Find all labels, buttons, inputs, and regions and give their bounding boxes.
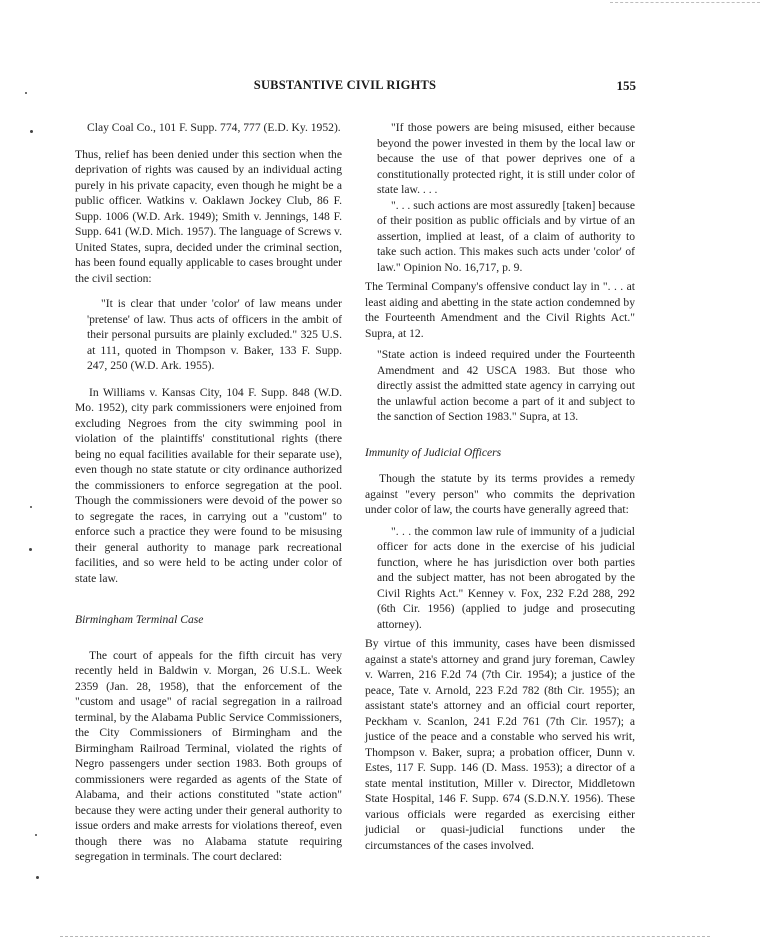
block-quote-color-of-law: "It is clear that under 'color' of law means under 'pretense' of law. Thus acts of officers in the ambit of their personal pursuits are plainly excluded." 325 U.S. at 111, quoted in Thompson v. Baker, 133 F. Supp. 247, 250 (W.D. Ark. 1955). xyxy=(87,297,342,372)
paragraph-terminal-company: The Terminal Company's offensive conduct lay in ". . . at least aiding and abetting in the state action condemned by the Fourteenth Amendment and the Civil Rights Act." Supra, at 12. xyxy=(365,280,635,340)
paragraph-williams-case: In Williams v. Kansas City, 104 F. Supp. 848 (W.D. Mo. 1952), city park commissioners were enjoined from excluding Negroes from the city swimming pool in violation of the plaintiffs' constitutional rights (there being no equal facilities available for their separate use), even though no state statute or city ordinance authorized the commissioners to enforce segregation at the pool. Though the commissioners were devoid of the power so to segregate the races, in carrying out a "custom" to enforce such a practice they were found to be misusing their general authority to manage park recreational facilities, and so were held to be acting under color of state law. xyxy=(75,385,342,585)
block-quote-state-action: "State action is indeed required under the Fourteenth Amendment and 42 USCA 1983. But those who directly assist the admitted state agency in carrying out the unlawful action become a part of it and subject to the sanction of Section 1983." Supra, at 13. xyxy=(377,348,635,423)
margin-mark xyxy=(30,130,33,133)
page-number: 155 xyxy=(616,78,636,93)
paragraph-immunity-cases: By virtue of this immunity, cases have been dismissed against a state's attorney and grand jury foreman, Cawley v. Warren, 216 F.2d 74 (7th Cir. 1954); a justice of the peace, Tate v. Arnold, 223 F.2d 782 (8th Cir. 1955); an assistant state's attorney and an official court reporter, Peckham v. Scanlon, 241 F.2d 761 (7th Cir. 1957); a justice of the peace and a constable who served his writ, Thompson v. Baker, supra; a probation officer, Dunn v. Estes, 117 F. Supp. 146 (D. Mass. 1953); a director of a state mental institution, Miller v. Director, Middletown State Hospital, 146 F. Supp. 674 (S.D.N.Y. 1956). These various officials were regarded as exercising either judicial or quasi-judicial functions under the circumstances of the cases involved. xyxy=(365,637,635,852)
left-column xyxy=(75,120,342,871)
margin-mark xyxy=(29,548,32,551)
paragraph-private-capacity: Thus, relief has been denied under this section when the deprivation of rights was caused by an individual acting purely in his private capacity, even though he might be a public officer. Watkins v. Oaklawn Jockey Club, 86 F. Supp. 1006 (W.D. Ark. 1949); Smith v. Jennings, 148 F. Supp. 641 (W.D. Mich. 1957). The language of Screws v. United States, supra, decided under the criminal section, has been found equally applicable to cases brought under the civil section: xyxy=(75,147,342,285)
block-quote-official-position: ". . . such actions are most assuredly [taken] because of their position as public officials and by virtue of an assertion, implied at least, of a claim of authority to take such action. This makes such acts under 'color' of law." Opinion No. 16,717, p. 9. xyxy=(377,198,635,274)
citation-continuation: Clay Coal Co., 101 F. Supp. 774, 777 (E.D. Ky. 1952). xyxy=(87,121,341,134)
paragraph-every-person: Though the statute by its terms provides a remedy against "every person" who commits the deprivation under color of law, the courts have generally agreed that: xyxy=(365,472,635,516)
block-quote-common-law-immunity: ". . . the common law rule of immunity of a judicial officer for acts done in the exercise of his judicial function, where he has jurisdiction over both parties and the subject matter, has not been abrogated by the Civil Rights Act." Kenney v. Fox, 232 F.2d 288, 292 (6th Cir. 1956) (applied to judge and prosecuting attorney). xyxy=(377,524,635,631)
margin-mark xyxy=(35,834,37,836)
section-heading-immunity: Immunity of Judicial Officers xyxy=(365,445,502,459)
block-quote-misused-powers: "If those powers are being misused, either because beyond the power invested in them by the local law or because the use of that power deprives one of a constitutionally protected right, it is still under color of state law. . . . xyxy=(377,121,635,196)
right-column xyxy=(365,120,635,859)
margin-mark xyxy=(30,506,32,508)
scan-edge-bottom xyxy=(60,936,710,937)
margin-mark xyxy=(25,92,27,94)
scan-edge-top xyxy=(610,2,760,3)
margin-mark xyxy=(36,876,39,879)
running-header-title: SUBSTANTIVE CIVIL RIGHTS xyxy=(253,78,437,92)
paragraph-baldwin-case: The court of appeals for the fifth circuit has very recently held in Baldwin v. Morgan, 26 U.S.L. Week 2359 (Jan. 28, 1958), that the enforcement of the "custom and usage" of racial segregation in a railroad terminal, by the Alabama Public Service Commissioners, the City Commissioners of Birmingham and the Birmingham Railroad Terminal, violated the rights of Negro passengers under section 1983. Both groups of commissioners were regarded as agents of the State of Alabama, and their actions constituted "state action" because they were acting under their general authority to issue orders and make arrests for violations thereof, even though there was no Alabama statute requiring segregation in terminals. The court declared: xyxy=(75,648,342,863)
section-heading-birmingham: Birmingham Terminal Case xyxy=(75,613,204,626)
